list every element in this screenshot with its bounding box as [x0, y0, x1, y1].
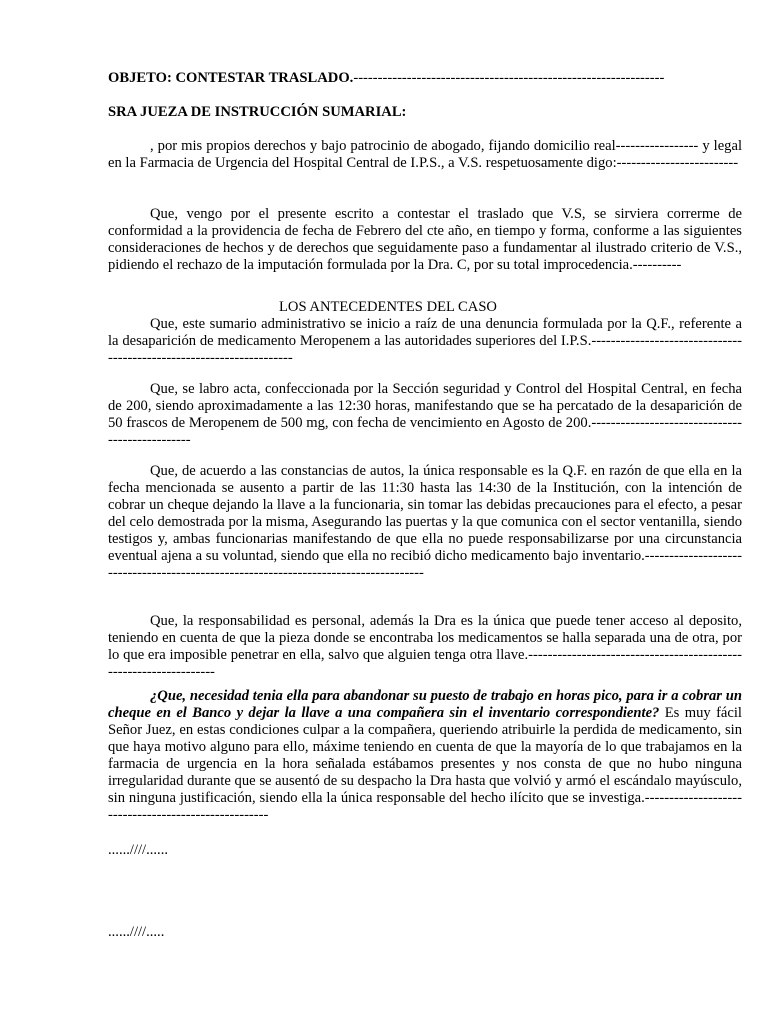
paragraph-2: Que, este sumario administrativo se inicio a raíz de una denuncia formulada por la Q.F., referente a la desaparición de medicamento Meropenem a las autoridades superiores del I.P.S.---------------------------------------------------------------------: [108, 316, 742, 366]
continuation-mark-2: ......////.....: [108, 924, 165, 940]
paragraph-5: Que, la responsabilidad es personal, además la Dra es la única que puede tener acceso al deposito, teniendo en cuenta de que la pieza donde se encontraba los medicamentos se halla separada una de otra, por lo que era imposible penetrar en ella, salvo que alguien tenga otra llave.------------------------------------------------------------------: [108, 613, 742, 680]
objeto-line: [108, 70, 742, 87]
paragraph-intro: , por mis propios derechos y bajo patrocinio de abogado, fijando domicilio real----------------- y legal en la Farmacia de Urgencia del Hospital Central de I.P.S., a V.S. respetuosamente digo:-------------------------: [108, 138, 742, 171]
paragraph-6-rest: Es muy fácil Señor Juez, en estas condiciones culpar a la compañera, queriendo atribuirle la perdida de medicamento, sin que haya motivo alguno para ello, máxime teniendo en cuenta de que la mayoría de lo que trabajamos en la farmacia de urgencia en la hora señalada estábamos presentes y nos consta de que no hubo ninguna irregularidad durante que se ausentó de su despacho la Dra hasta que volvió y armó el escándalo mayúsculo, sin ninguna justificación, siendo ella la única responsable del hecho ilícito que se investiga.-----------------------------------------------------: [108, 705, 742, 823]
paragraph-3: Que, se labro acta, confeccionada por la Sección seguridad y Control del Hospital Central, en fecha de 200, siendo aproximadamente a las 12:30 horas, manifestando que se ha percatado de la desaparición de 50 frascos de Meropenem de 500 mg, con fecha de vencimiento en Agosto de 200.------------------------------------------------: [108, 381, 742, 448]
paragraph-4: Que, de acuerdo a las constancias de autos, la única responsable es la Q.F. en razón de que ella en la fecha mencionada se ausento a partir de las 11:30 hasta las 14:30 de la Institución, con la intención de cobrar un cheque dejando la llave a la funcionaria, sin tomar las debidas precauciones para el efecto, a pesar del celo demostrada por la misma, Asegurando las puertas y la que comunica con el sector ventanilla, siendo testigos y, ambas funcionarias manifestando de que ella no puede responsabilizarse por una circunstancia eventual ajena a su voluntad, siendo que ella no recibió dicho medicamento bajo inventario.-------------------------------------------------------------------------------------: [108, 463, 742, 581]
section-heading: LOS ANTECEDENTES DEL CASO: [279, 299, 497, 315]
addressee: SRA JUEZA DE INSTRUCCIÓN SUMARIAL:: [108, 104, 407, 120]
objeto-dashes: ----------------------------------------------------------------: [353, 70, 665, 86]
paragraph-1: Que, vengo por el presente escrito a contestar el traslado que V.S, se sirviera correrme de conformidad a la providencia de fecha de Febrero del cte año, en tiempo y forma, conforme a las siguientes consideraciones de hechos y de derechos que seguidamente paso a fundamentar al ilustrado criterio de V.S., pidiendo el rechazo de la imputación formulada por la Dra. C, por su total improcedencia.----------: [108, 206, 742, 273]
paragraph-6-question: ¿Que, necesidad tenia ella para abandonar su puesto de trabajo en horas pico, para ir a cobrar un cheque en el Banco y dejar la llave a una compañera sin el inventario correspondiente?: [108, 688, 742, 721]
objeto-title: OBJETO: CONTESTAR TRASLADO.: [108, 70, 354, 86]
paragraph-6: [108, 688, 742, 824]
continuation-mark-1: ......////......: [108, 842, 168, 858]
